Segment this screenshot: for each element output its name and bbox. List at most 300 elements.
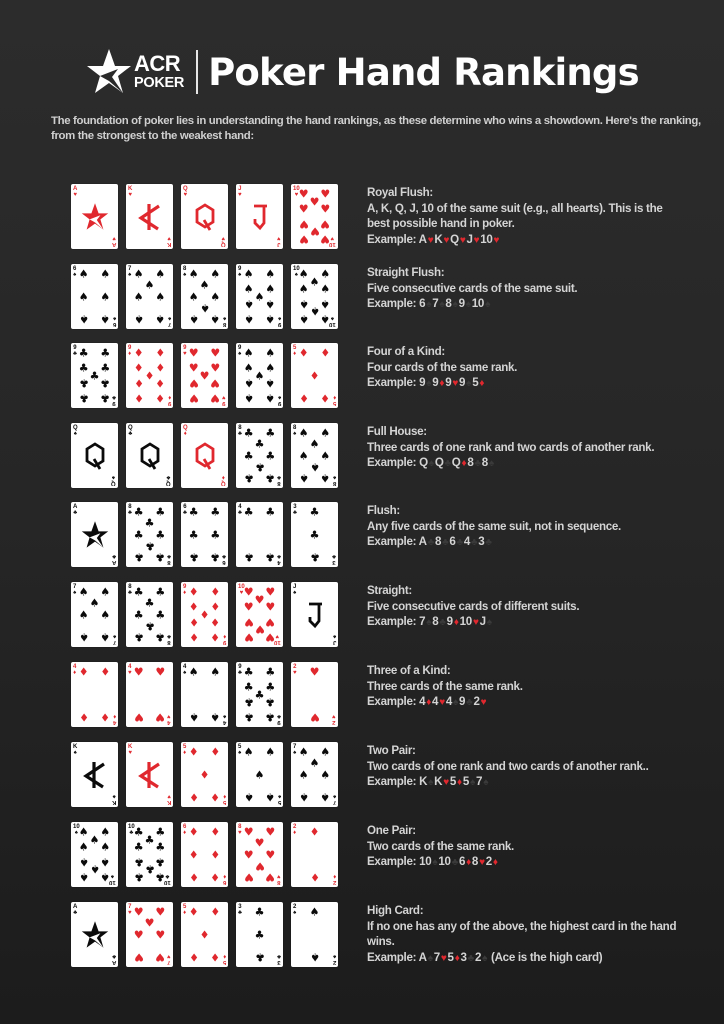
clubs-icon: ♣ — [467, 952, 474, 964]
spade-pip-icon: ♠ — [320, 312, 331, 326]
card-face — [138, 760, 162, 790]
playing-card-9-clubs — [71, 343, 118, 408]
club-pip-icon: ♣ — [155, 840, 166, 854]
club-pip-icon: ♣ — [243, 449, 254, 462]
playing-card-9-spades — [236, 264, 283, 329]
diamonds-icon: ♦ — [439, 378, 445, 389]
hearts-icon: ♥ — [238, 192, 242, 198]
clubs-icon: ♣ — [73, 510, 78, 516]
spades-icon: ♠ — [277, 793, 281, 799]
spade-pip-icon: ♠ — [89, 833, 100, 847]
logo-poker-text: POKER — [134, 75, 185, 92]
playing-card-6-clubs — [181, 502, 228, 567]
hand-explanation: A, K, Q, J, 10 of the same suit (e.g., all hearts). This is the best possible hand in poker. — [367, 201, 663, 230]
example-label: Example: — [367, 535, 417, 548]
hearts-icon: ♥ — [167, 793, 171, 799]
hand-description — [367, 185, 677, 248]
diamond-pip-icon: ♦ — [100, 665, 111, 679]
spade-pip-icon: ♠ — [89, 862, 100, 876]
diamond-pip-icon: ♦ — [199, 608, 210, 621]
spades-icon: ♠ — [466, 378, 472, 389]
intro-text: The foundation of poker lies in understanding the hand rankings, as these determine who wins a showdown. Here's the ranking, from the strongest to the weakest hand: — [51, 115, 701, 142]
example-label: Example: — [367, 376, 417, 389]
club-pip-icon: ♣ — [309, 505, 320, 519]
spade-pip-icon: ♠ — [320, 267, 331, 281]
spade-pip-icon: ♠ — [243, 790, 254, 804]
card-corner: 2 ♠ — [332, 953, 336, 965]
spades-icon: ♠ — [293, 590, 297, 596]
hearts-icon: ♥ — [73, 192, 77, 198]
spades-icon: ♠ — [183, 272, 187, 278]
club-pip-icon: ♣ — [254, 437, 265, 451]
diamond-pip-icon: ♦ — [210, 745, 221, 759]
hand-example — [367, 455, 677, 472]
card-face — [83, 760, 107, 790]
example-card: 9♦ — [446, 615, 459, 628]
clubs-icon: ♣ — [183, 510, 187, 516]
card-corner: 10 ♣ — [164, 873, 171, 885]
club-pip-icon: ♣ — [155, 550, 166, 564]
example-label: Example: — [367, 695, 417, 708]
hearts-icon: ♥ — [443, 234, 450, 246]
example-card: 8♣ — [435, 535, 449, 548]
playing-card-8-spades — [291, 423, 338, 488]
spade-pip-icon: ♠ — [265, 312, 276, 326]
card-corner: 2 ♥ — [293, 664, 297, 676]
playing-card-9-clubs — [236, 662, 283, 727]
playing-card-5-diamonds — [181, 902, 228, 967]
clubs-icon: ♣ — [474, 458, 481, 469]
card-face — [80, 520, 110, 550]
example-card: Q♣ — [434, 456, 451, 469]
spade-pip-icon: ♠ — [100, 608, 111, 621]
card-face — [139, 442, 161, 470]
heart-pip-icon: ♥ — [298, 187, 309, 201]
club-pip-icon: ♣ — [89, 369, 100, 382]
diamond-pip-icon: ♦ — [210, 585, 221, 599]
card-face — [305, 601, 325, 629]
card-corner: 7 ♠ — [293, 744, 297, 756]
queen-glyph-icon — [194, 442, 216, 470]
spades-icon: ♠ — [427, 952, 433, 964]
hand-explanation: Two cards of the same rank. — [367, 839, 514, 853]
hand-explanation: Three cards of one rank and two cards of another rank. — [367, 440, 655, 454]
playing-card-9-diamonds — [126, 343, 173, 408]
spades-icon: ♠ — [112, 793, 116, 799]
logo-acr-text: ACR — [134, 51, 181, 77]
spade-pip-icon: ♠ — [155, 290, 166, 303]
spade-pip-icon: ♠ — [78, 267, 89, 281]
jack-glyph-icon — [250, 203, 270, 231]
club-pip-icon: ♣ — [265, 680, 276, 694]
spade-pip-icon: ♠ — [188, 665, 199, 679]
example-card: 8♠ — [481, 456, 494, 469]
clubs-icon: ♣ — [111, 953, 116, 959]
spade-pip-icon: ♠ — [298, 790, 309, 804]
club-pip-icon: ♣ — [309, 550, 320, 564]
card-corner: 4 ♣ — [277, 553, 281, 565]
example-card: 10♥ — [480, 232, 500, 246]
diamonds-icon: ♦ — [183, 590, 187, 596]
card-corner: 10 ♥ — [238, 584, 245, 596]
card-corner: 9 ♠ — [277, 315, 281, 327]
diamonds-icon: ♦ — [183, 750, 187, 756]
club-pip-icon: ♣ — [243, 680, 254, 694]
clubs-icon: ♣ — [485, 537, 492, 548]
spades-icon: ♠ — [428, 777, 434, 788]
hearts-icon: ♥ — [443, 777, 449, 788]
spades-icon: ♠ — [73, 750, 77, 756]
heart-pip-icon: ♥ — [254, 859, 265, 873]
example-label: Example: — [367, 456, 417, 469]
queen-glyph-icon — [194, 203, 216, 231]
example-card: A♥ — [418, 232, 434, 246]
diamond-pip-icon: ♦ — [155, 391, 166, 405]
club-pip-icon: ♣ — [78, 346, 89, 360]
example-card: 6♣ — [449, 535, 463, 548]
card-corner: 10 ♥ — [274, 633, 281, 645]
hearts-icon: ♥ — [472, 617, 479, 628]
spades-icon: ♠ — [277, 315, 281, 321]
clubs-icon: ♣ — [439, 617, 446, 628]
playing-card-a-clubs — [71, 902, 118, 967]
spades-icon: ♠ — [73, 272, 77, 278]
example-card: 10♣ — [438, 855, 458, 868]
club-pip-icon: ♣ — [265, 550, 276, 564]
spade-pip-icon: ♠ — [298, 426, 309, 440]
spade-pip-icon: ♠ — [78, 585, 89, 599]
hearts-icon: ♥ — [427, 234, 434, 246]
diamond-pip-icon: ♦ — [199, 928, 210, 941]
playing-card-2-hearts — [291, 662, 338, 727]
club-pip-icon: ♣ — [133, 585, 144, 599]
club-pip-icon: ♣ — [254, 688, 265, 701]
heart-pip-icon: ♥ — [298, 202, 309, 216]
example-card: A♣ — [418, 535, 434, 548]
card-corner: 5 ♦ — [293, 345, 297, 357]
club-pip-icon: ♣ — [243, 710, 254, 724]
spade-pip-icon: ♠ — [298, 768, 309, 781]
card-group — [71, 502, 346, 567]
card-corner: 9 ♦ — [167, 394, 171, 406]
spade-pip-icon: ♠ — [100, 825, 111, 839]
card-corner: 7 ♠ — [332, 793, 336, 805]
club-pip-icon: ♣ — [265, 505, 276, 519]
clubs-icon: ♣ — [332, 553, 336, 559]
card-corner: Q ♣ — [166, 474, 171, 486]
spade-pip-icon: ♠ — [298, 267, 309, 281]
hearts-icon: ♥ — [128, 670, 132, 676]
hearts-icon: ♥ — [239, 590, 244, 596]
diamonds-icon: ♦ — [293, 830, 297, 836]
heart-pip-icon: ♥ — [133, 665, 144, 679]
spade-pip-icon: ♠ — [199, 278, 210, 292]
clubs-icon: ♣ — [277, 474, 281, 480]
card-corner: Q ♦ — [183, 425, 188, 437]
card-corner: 3 ♣ — [293, 504, 297, 516]
diamonds-icon: ♦ — [167, 394, 171, 400]
card-corner: 9 ♥ — [222, 394, 226, 406]
diamond-pip-icon: ♦ — [133, 361, 144, 375]
heart-pip-icon: ♥ — [265, 615, 276, 629]
heart-pip-icon: ♥ — [309, 710, 320, 724]
heart-pip-icon: ♥ — [265, 848, 276, 861]
example-label: Example: — [367, 775, 417, 788]
card-corner: 7 ♠ — [167, 315, 171, 327]
example-card: 9♣ — [459, 695, 473, 708]
spade-pip-icon: ♠ — [265, 361, 276, 375]
hearts-icon: ♥ — [452, 378, 459, 389]
spades-icon: ♠ — [222, 315, 226, 321]
hearts-icon: ♥ — [277, 235, 281, 241]
clubs-icon: ♣ — [471, 537, 478, 548]
card-group — [71, 822, 346, 887]
card-corner: K ♥ — [166, 235, 171, 247]
diamonds-icon: ♦ — [479, 378, 485, 389]
header-divider — [196, 50, 198, 94]
diamond-pip-icon: ♦ — [188, 585, 199, 599]
hand-row — [71, 264, 671, 330]
spade-pip-icon: ♠ — [320, 426, 331, 440]
diamond-pip-icon: ♦ — [298, 391, 309, 405]
club-pip-icon: ♣ — [155, 528, 166, 541]
heart-pip-icon: ♥ — [320, 217, 331, 231]
card-corner: 6 ♠ — [73, 266, 77, 278]
example-card: 7♥ — [433, 950, 447, 964]
heart-pip-icon: ♥ — [243, 630, 254, 644]
hand-example — [367, 375, 677, 392]
diamond-pip-icon: ♦ — [210, 870, 221, 884]
card-corner: 8 ♠ — [332, 474, 336, 486]
club-pip-icon: ♣ — [100, 346, 111, 360]
example-card: 4♦ — [419, 695, 432, 708]
card-corner: Q ♣ — [128, 425, 133, 437]
card-corner: 2 ♦ — [332, 873, 336, 885]
hand-example — [367, 614, 677, 631]
playing-card-k-hearts — [126, 184, 173, 249]
club-pip-icon: ♣ — [254, 950, 265, 964]
example-card: 4♠ — [445, 695, 459, 708]
playing-card-q-clubs — [126, 423, 173, 488]
playing-card-9-spades — [236, 343, 283, 408]
spade-pip-icon: ♠ — [320, 745, 331, 759]
page-title: Poker Hand Rankings — [208, 50, 639, 94]
card-corner: 4 ♥ — [128, 664, 132, 676]
example-card: 5♦ — [472, 376, 485, 389]
card-corner: 9 ♦ — [222, 633, 226, 645]
card-face — [250, 203, 270, 231]
example-card: 3♣ — [460, 950, 474, 964]
card-face — [194, 203, 216, 231]
spade-pip-icon: ♠ — [100, 855, 111, 869]
card-corner: 8 ♣ — [277, 474, 281, 486]
heart-pip-icon: ♥ — [254, 593, 265, 607]
hand-row — [71, 742, 671, 808]
diamond-pip-icon: ♦ — [210, 790, 221, 804]
hearts-icon: ♥ — [221, 235, 226, 241]
diamond-pip-icon: ♦ — [210, 848, 221, 861]
card-corner: 7 ♠ — [112, 633, 116, 645]
spade-pip-icon: ♠ — [78, 630, 89, 644]
diamond-pip-icon: ♦ — [188, 848, 199, 861]
example-label: Example: — [367, 950, 417, 964]
jack-glyph-icon — [305, 601, 325, 629]
example-card: 8♥ — [471, 855, 485, 868]
club-pip-icon: ♣ — [188, 528, 199, 541]
club-pip-icon: ♣ — [144, 619, 155, 633]
playing-card-q-diamonds — [181, 423, 228, 488]
king-glyph-icon — [138, 202, 162, 232]
hand-example — [367, 950, 677, 967]
hearts-icon: ♥ — [183, 192, 188, 198]
playing-card-6-spades — [71, 264, 118, 329]
queen-glyph-icon — [139, 442, 161, 470]
spades-icon: ♠ — [238, 750, 242, 756]
heart-pip-icon: ♥ — [243, 600, 254, 614]
hearts-icon: ♥ — [167, 235, 171, 241]
card-corner: J ♥ — [277, 235, 281, 247]
clubs-icon: ♣ — [128, 431, 133, 437]
card-corner: 9 ♣ — [277, 713, 281, 725]
spades-icon: ♠ — [470, 777, 476, 788]
spades-icon: ♠ — [332, 633, 336, 639]
example-card: 9♦ — [432, 376, 445, 389]
queen-glyph-icon — [84, 442, 106, 470]
spade-pip-icon: ♠ — [100, 585, 111, 599]
example-label: Example: — [367, 232, 417, 246]
spade-pip-icon: ♠ — [155, 267, 166, 281]
playing-card-9-hearts — [181, 343, 228, 408]
diamond-pip-icon: ♦ — [155, 376, 166, 390]
hearts-icon: ♥ — [128, 750, 132, 756]
spade-pip-icon: ♠ — [210, 290, 221, 303]
heart-pip-icon: ♥ — [309, 665, 320, 679]
example-card: 3♣ — [478, 535, 492, 548]
playing-card-6-diamonds — [181, 822, 228, 887]
diamond-pip-icon: ♦ — [210, 615, 221, 629]
card-corner: 6 ♠ — [112, 315, 116, 327]
card-corner: 6 ♣ — [183, 504, 187, 516]
hearts-icon: ♥ — [332, 713, 336, 719]
card-corner: 9 ♣ — [112, 394, 116, 406]
spade-pip-icon: ♠ — [243, 282, 254, 296]
example-card: 6♠ — [419, 297, 432, 310]
spade-pip-icon: ♠ — [100, 840, 111, 854]
spade-pip-icon: ♠ — [188, 710, 199, 724]
spade-pip-icon: ♠ — [320, 471, 331, 485]
diamonds-icon: ♦ — [454, 952, 460, 964]
diamond-pip-icon: ♦ — [188, 745, 199, 759]
diamond-pip-icon: ♦ — [78, 710, 89, 724]
card-corner: 10 ♠ — [73, 824, 80, 836]
spades-icon: ♠ — [112, 474, 116, 480]
clubs-icon: ♣ — [238, 670, 242, 676]
spade-pip-icon: ♠ — [320, 449, 331, 462]
club-pip-icon: ♣ — [188, 550, 199, 564]
card-corner: 8 ♠ — [222, 315, 226, 327]
spades-icon: ♠ — [293, 910, 297, 916]
playing-card-7-hearts — [126, 902, 173, 967]
playing-card-j-spades — [291, 582, 338, 647]
playing-card-5-diamonds — [291, 343, 338, 408]
spades-icon: ♠ — [277, 394, 281, 400]
clubs-icon: ♣ — [451, 857, 458, 868]
hand-row — [71, 184, 671, 250]
card-corner: J ♥ — [238, 186, 242, 198]
clubs-icon: ♣ — [238, 910, 242, 916]
card-corner: 4 ♣ — [238, 504, 242, 516]
diamond-pip-icon: ♦ — [210, 905, 221, 919]
example-card: 9♠ — [459, 376, 472, 389]
example-card: 7♠ — [432, 297, 445, 310]
example-card: Q♦ — [451, 456, 467, 469]
spade-pip-icon: ♠ — [309, 437, 320, 451]
example-card: K♠ — [419, 775, 434, 788]
club-pip-icon: ♣ — [144, 539, 155, 553]
spades-icon: ♠ — [439, 299, 445, 310]
card-group — [71, 902, 346, 967]
spade-pip-icon: ♠ — [188, 267, 199, 281]
diamond-pip-icon: ♦ — [210, 630, 221, 644]
hand-example — [367, 296, 677, 313]
card-corner: 10 ♥ — [329, 235, 336, 247]
card-corner: 7 ♥ — [167, 953, 171, 965]
heart-pip-icon: ♥ — [320, 187, 331, 201]
clubs-icon: ♣ — [277, 713, 281, 719]
card-corner: 7 ♠ — [128, 266, 132, 278]
heart-pip-icon: ♥ — [199, 369, 210, 382]
hand-example — [367, 694, 677, 711]
example-card: 10♠ — [471, 297, 491, 310]
diamond-pip-icon: ♦ — [298, 346, 309, 360]
diamond-pip-icon: ♦ — [188, 615, 199, 629]
example-card: Q♥ — [450, 232, 466, 246]
heart-pip-icon: ♥ — [320, 202, 331, 216]
diamonds-icon: ♦ — [426, 697, 432, 708]
card-corner: 9 ♠ — [277, 394, 281, 406]
page-header — [86, 44, 639, 100]
club-pip-icon: ♣ — [188, 505, 199, 519]
club-pip-icon: ♣ — [265, 471, 276, 485]
example-label: Example: — [367, 615, 417, 628]
spades-icon: ♠ — [112, 633, 116, 639]
heart-pip-icon: ♥ — [188, 376, 199, 390]
example-card: 8♠ — [445, 297, 458, 310]
club-pip-icon: ♣ — [265, 710, 276, 724]
heart-pip-icon: ♥ — [265, 870, 276, 884]
card-corner: K ♥ — [128, 186, 133, 198]
hand-row — [71, 582, 671, 648]
hand-description — [367, 583, 677, 631]
spade-pip-icon: ♠ — [243, 312, 254, 326]
club-pip-icon: ♣ — [155, 825, 166, 839]
card-corner: K ♥ — [128, 744, 133, 756]
spades-icon: ♠ — [331, 315, 335, 321]
heart-pip-icon: ♥ — [320, 232, 331, 246]
club-pip-icon: ♣ — [133, 855, 144, 869]
club-pip-icon: ♣ — [265, 426, 276, 440]
hand-explanation: Any five cards of the same suit, not in sequence. — [367, 519, 621, 533]
example-card: 10♥ — [459, 615, 479, 628]
clubs-icon: ♣ — [238, 431, 242, 437]
hearts-icon: ♥ — [183, 351, 187, 357]
clubs-icon: ♣ — [129, 830, 134, 836]
diamonds-icon: ♦ — [332, 873, 336, 879]
example-card: 9♠ — [419, 376, 432, 389]
diamond-pip-icon: ♦ — [309, 825, 320, 839]
hand-example — [367, 534, 677, 551]
ace-star-icon — [80, 920, 110, 950]
